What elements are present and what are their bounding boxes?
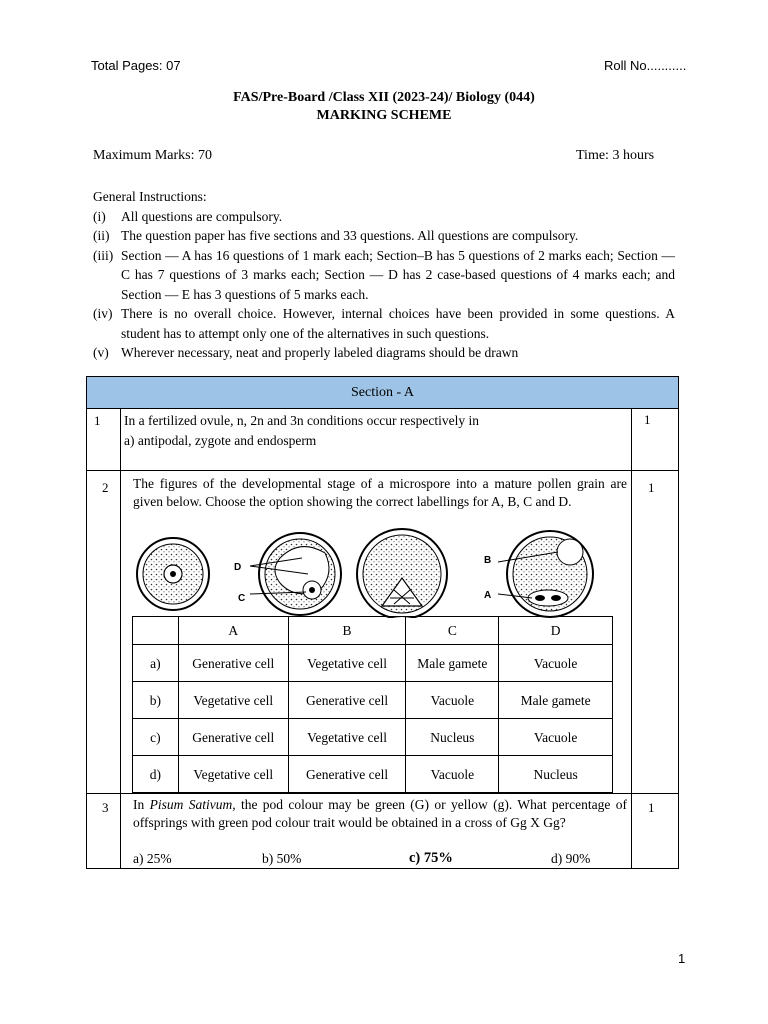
general-instructions <box>93 187 675 363</box>
section-a-header: Section - A <box>87 377 678 409</box>
table-cell: b) <box>133 682 179 719</box>
question-3-number: 3 <box>102 800 109 815</box>
column-divider <box>120 408 121 869</box>
table-cell: Vegetative cell <box>178 756 288 793</box>
table-row <box>133 719 613 756</box>
table-cell: Vacuole <box>406 756 499 793</box>
question-3-text: In Pisum Sativum, the pod colour may be green (G) or yellow (g). What percentage of offsprings with green pod colour trait would be obtained in a cross of Gg X Gg? <box>133 797 627 830</box>
marking-scheme-title: MARKING SCHEME <box>316 108 452 123</box>
table-cell: Male gamete <box>499 682 613 719</box>
table-header-row <box>133 617 613 645</box>
label-d: D <box>234 562 242 573</box>
total-pages: Total Pages: 07 <box>91 58 181 73</box>
table-cell: Generative cell <box>288 682 406 719</box>
question-2-text: The figures of the developmental stage of a microspore into a mature pollen grain are given below. Choose the option showing the correct labellings for A, B, C and D. <box>133 476 627 509</box>
microspore-stage-3 <box>357 529 447 618</box>
question-3-option-c-correct: c) 75% <box>409 850 453 866</box>
table-row <box>133 682 613 719</box>
question-2-marks: 1 <box>648 480 655 495</box>
table-cell: a) <box>133 645 179 682</box>
row-divider <box>86 793 679 794</box>
table-cell: Male gamete <box>406 645 499 682</box>
microspore-stage-2 <box>250 533 341 615</box>
column-divider <box>631 408 632 869</box>
table-row <box>133 645 613 682</box>
table-header-cell: A <box>178 617 288 645</box>
question-1-marks: 1 <box>644 412 651 427</box>
question-1-number: 1 <box>94 413 101 428</box>
table-cell: Vacuole <box>406 682 499 719</box>
instructions-heading: General Instructions: <box>93 189 207 204</box>
table-cell: Nucleus <box>406 719 499 756</box>
table-cell: c) <box>133 719 179 756</box>
microspore-stage-1 <box>137 538 209 610</box>
question-1-text: In a fertilized ovule, n, 2n and 3n conditions occur respectively in <box>124 413 480 428</box>
pollen-development-figure <box>130 528 620 618</box>
table-cell: Vegetative cell <box>288 719 406 756</box>
label-b: B <box>484 555 492 566</box>
instruction-item: (iv) There is no overall choice. However, internal choices have been provided in some questions. A student has to attempt only one of the alternatives in such questions. <box>93 306 675 341</box>
maximum-marks: Maximum Marks: 70 <box>93 148 212 163</box>
label-a: A <box>484 590 492 601</box>
table-cell: Vacuole <box>499 645 613 682</box>
roll-number: Roll No........... <box>604 58 687 73</box>
row-divider <box>86 470 679 471</box>
instruction-item: (v) Wherever necessary, neat and properly labeled diagrams should be drawn <box>93 345 519 360</box>
instruction-item: (iii) Section — A has 16 questions of 1 mark each; Section–B has 5 questions of 2 marks each; Section — C has 7 questions of 3 marks each; Section — D has 2 case-based questions of 4 marks each; and Section — E has 3 questions of 5 marks each. <box>93 247 675 302</box>
table-cell: Vegetative cell <box>288 645 406 682</box>
table-cell: Vegetative cell <box>178 682 288 719</box>
question-3-option-a: a) 25% <box>133 851 172 866</box>
table-cell: Generative cell <box>288 756 406 793</box>
label-c: C <box>238 593 246 604</box>
paper-title: FAS/Pre-Board /Class XII (2023-24)/ Biology (044) <box>233 90 535 105</box>
instruction-item: (ii) The question paper has five sections and 33 questions. All questions are compulsory. <box>93 228 579 243</box>
table-row <box>133 756 613 793</box>
microspore-stage-4 <box>498 531 593 617</box>
table-header-cell <box>133 617 179 645</box>
instruction-item: (i) All questions are compulsory. <box>93 208 283 224</box>
options-table <box>132 616 613 793</box>
page-number: 1 <box>678 951 686 966</box>
table-cell: Generative cell <box>178 719 288 756</box>
table-header-cell: D <box>499 617 613 645</box>
table-header-cell: C <box>406 617 499 645</box>
table-cell: Nucleus <box>499 756 613 793</box>
question-3-marks: 1 <box>648 800 655 815</box>
table-header-cell: B <box>288 617 406 645</box>
table-cell: Generative cell <box>178 645 288 682</box>
question-3-option-d: d) 90% <box>551 851 591 866</box>
question-1-answer: a) antipodal, zygote and endosperm <box>124 433 317 448</box>
time-allowed: Time: 3 hours <box>576 148 655 163</box>
question-3-option-b: b) 50% <box>262 851 302 866</box>
table-cell: Vacuole <box>499 719 613 756</box>
question-2-number: 2 <box>102 480 109 495</box>
table-cell: d) <box>133 756 179 793</box>
